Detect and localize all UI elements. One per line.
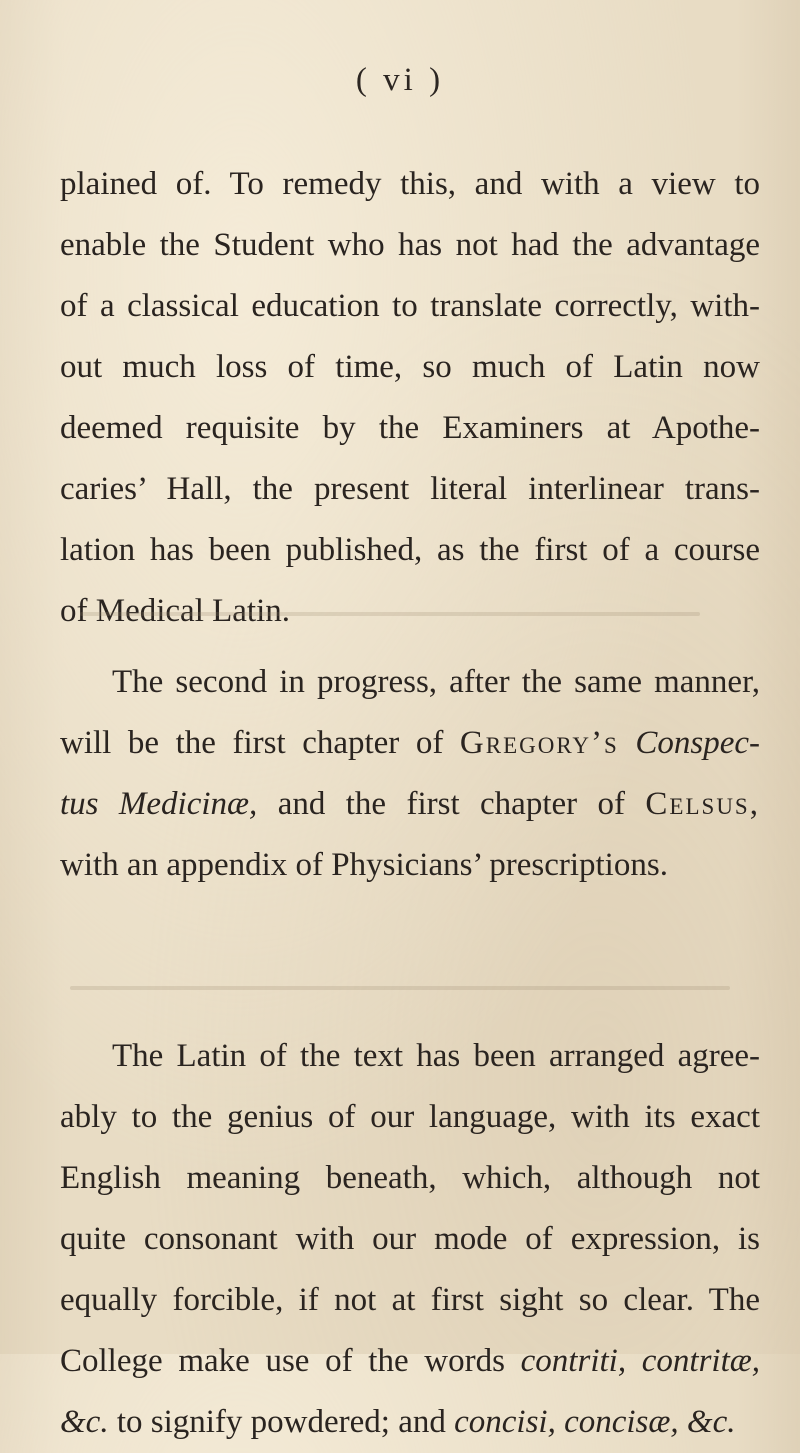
text-line: caries’ Hall, the present literal interlinear trans- [60, 471, 760, 507]
text-line [60, 1392, 760, 1453]
text-line: The second in progress, after the same manner, [112, 664, 760, 700]
text-run [619, 725, 636, 761]
paragraph-1 [60, 154, 760, 642]
author-name: Gregory’s [459, 725, 619, 761]
text-line: of a classical education to translate correctly, with- [60, 288, 760, 324]
text-line: of Medical Latin. [60, 593, 291, 629]
text-line: enable the Student who has not had the advantage [60, 227, 760, 263]
text-line: with an appendix of Physicians’ prescriptions. [60, 847, 668, 883]
text-run: College make use of the words [60, 1343, 521, 1379]
text-line [60, 713, 760, 774]
book-title: tus Medicinæ, [60, 786, 258, 822]
text-line: plained of. To remedy this, and with a view to [60, 166, 760, 202]
paragraph-3 [60, 1026, 760, 1453]
page-number: ( vi ) [355, 62, 445, 98]
book-title: Conspec- [635, 725, 761, 761]
text-run: to signify powdered; and [108, 1404, 455, 1440]
text-run: will be the first chapter of [60, 725, 460, 761]
paper-smudge [80, 612, 700, 616]
text-line: quite consonant with our mode of expression, is [60, 1221, 760, 1257]
text-line: lation has been published, as the first of a course [60, 532, 760, 568]
text-line: deemed requisite by the Examiners at Apothe- [60, 410, 760, 446]
latin-term: contriti, contritæ, [520, 1343, 761, 1379]
paper-smudge [70, 986, 730, 990]
text-line: The Latin of the text has been arranged agree- [112, 1038, 760, 1074]
text-line: English meaning beneath, which, although not [60, 1160, 760, 1196]
paragraph-2 [60, 652, 760, 896]
text-line: equally forcible, if not at first sight so clear. The [60, 1282, 760, 1318]
latin-term: concisi, concisæ, &c. [454, 1404, 736, 1440]
text-line: ably to the genius of our language, with its exact [60, 1099, 760, 1135]
author-name: Celsus, [645, 786, 760, 822]
text-line: out much loss of time, so much of Latin now [60, 349, 760, 385]
text-run: and the first chapter of [257, 786, 646, 822]
text-line [60, 774, 760, 835]
text-line [60, 1331, 760, 1392]
latin-term: &c. [60, 1404, 109, 1440]
